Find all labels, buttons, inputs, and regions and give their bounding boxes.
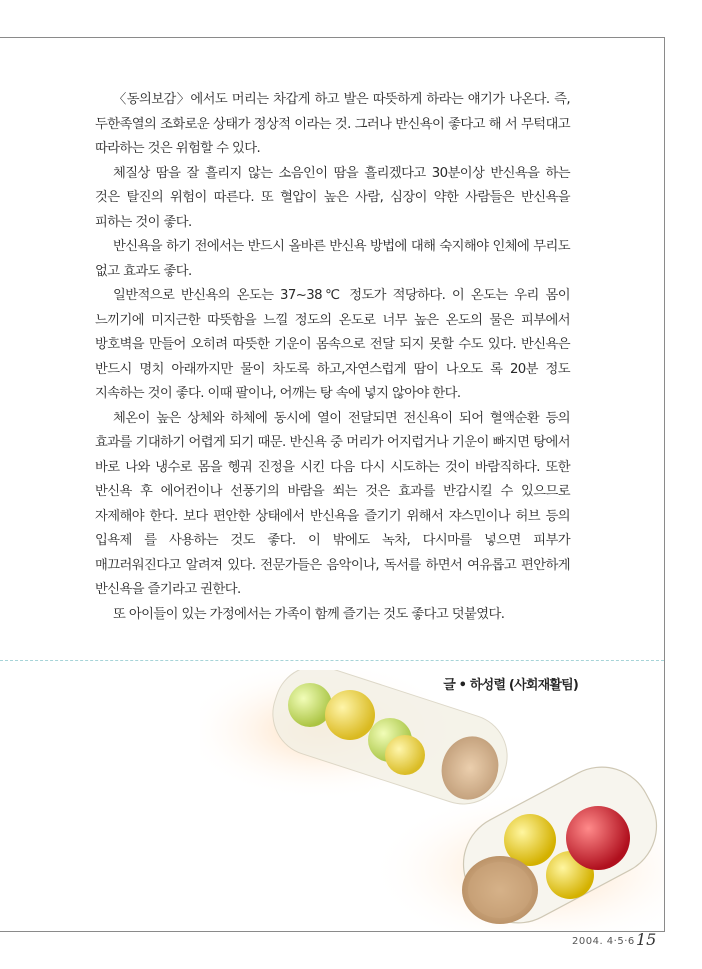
page-frame-top	[0, 37, 664, 38]
page-number: 15	[636, 930, 657, 949]
issue-date: 2004. 4·5·6	[572, 936, 635, 947]
article-paragraph: 반신욕을 하기 전에서는 반드시 올바른 반신욕 방법에 대해 숙지해야 인체에 무리도 없고 효과도 좋다.	[95, 239, 570, 279]
article-paragraph: 또 아이들이 있는 가정에서는 가족이 함께 즐기는 것도 좋다고 덧붙였다.	[113, 606, 505, 622]
article-body	[95, 88, 570, 627]
dashed-divider	[0, 660, 664, 661]
article-paragraph: 체온이 높은 상체와 하체에 동시에 열이 전달되면 전신욕이 되어 혈액순환 등의 효과를 기대하기 어렵게 되기 때문. 반신욕 중 머리가 어지럽거나 기운이 빠지면 탕에서 바로 나와 냉수로 몸을 헹궈 진정을 시킨 다음 다시 시도하는 것이 바람직하다. 또한 반신욕 후 에어컨이나 선풍기의 바람을 쐬는 것은 효과를 반감시킬 수 있으므로 자제해야 한다. 보다 편안한 상태에서 반신욕을 즐기기 위해서 쟈스민이나 허브 등의 입욕제 를 사용하는 것도 좋다. 이 밖에도 녹차, 다시마를 넣으면 피부가 매끄러워진다고 알려져 있다. 전문가들은 음악이나, 독서를 하면서 여유롭고 편안하게 반신욕을 즐기라고 권한다.	[95, 410, 570, 597]
page-frame-bottom	[0, 931, 664, 932]
article-paragraph: 〈동의보감〉에서도 머리는 차갑게 하고 발은 따뜻하게 하라는 얘기가 나온다. 즉, 두한족열의 조화로운 상태가 정상적 이라는 것. 그러나 반신욕이 좋다고 해 서 무턱대고 따라하는 것은 위험할 수 있다.	[95, 92, 570, 156]
author-credit: 글 • 하성렬 (사회재활팀)	[443, 678, 578, 693]
article-paragraph: 일반적으로 반신욕의 온도는 37~38℃ 정도가 적당하다. 이 온도는 우리 몸이 느끼기에 미지근한 따뜻함을 느낄 정도의 온도로 너무 높은 온도의 물은 피부에서 방호벽을 만들어 오히려 따뜻한 기운이 몸속으로 전달 되지 못할 수도 있다. 반신욕은 반드시 명치 아래까지만 물이 차도록 하고,자연스럽게 땀이 나오도 록 20분 정도 지속하는 것이 좋다. 이때 팔이나, 어깨는 탕 속에 넣지 않아야 한다.	[95, 288, 570, 401]
bottle-illustration	[200, 670, 664, 930]
article-paragraph: 체질상 땀을 잘 흘리지 않는 소음인이 땀을 흘리겠다고 30분이상 반신욕을 하는 것은 탈진의 위험이 따른다. 또 혈압이 높은 사람, 심장이 약한 사람들은 반신욕을 피하는 것이 좋다.	[95, 165, 570, 230]
page-frame-right	[664, 37, 665, 932]
